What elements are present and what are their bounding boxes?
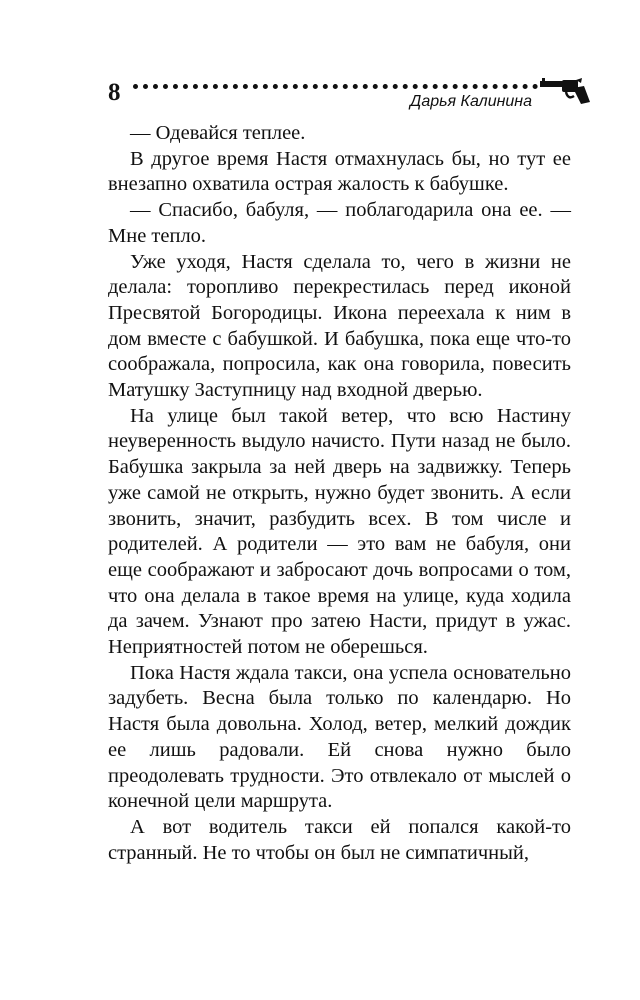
page-header bbox=[108, 76, 590, 120]
paragraph: В другое время Настя отмахнулась бы, но тут ее внезапно охватила острая жалость к бабушке. bbox=[108, 147, 571, 196]
paragraph: А вот водитель такси ей попался какой-то странный. Не то чтобы он был не симпатичный, bbox=[108, 815, 571, 864]
paragraph: Пока Настя ждала такси, она успела основательно задубеть. Весна была только по календарю. Но Настя была довольна. Холод, ветер, мелкий дождик ее лишь радовали. Ей снова нужно было преодолевать трудности. Это отвлекало от мыслей о конечной цели маршрута. bbox=[108, 661, 571, 813]
paragraph: — Спасибо, бабуля, — поблагодарила она ее. — Мне тепло. bbox=[108, 199, 571, 247]
dotted-rule bbox=[133, 84, 538, 89]
body-text bbox=[108, 121, 571, 866]
paragraph: На улице был такой ветер, что всю Настину неуверенность выдуло начисто. Пути назад не было. Бабушка закрыла за ней дверь на задвижку. Теперь уже самой не открыть, нужно будет звонить. А если звонить, значит, разбудить всех. В том числе и родителей. А родители — это вам не бабуля, они еще соображают и забросают дочь вопросами о том, что она делала в такое время на улице, куда ходила да зачем. Узнают про затею Насти, придут в ужас. Неприятностей потом не оберешься. bbox=[108, 404, 571, 659]
paragraph: — Одевайся теплее. bbox=[130, 122, 306, 144]
page-number: 8 bbox=[108, 79, 121, 106]
running-head-author: Дарья Калинина bbox=[410, 93, 532, 110]
paragraph: Уже уходя, Настя сделала то, чего в жизни не делала: торопливо перекрестилась перед иконой Пресвятой Богородицы. Икона переехала к ним в дом вместе с бабушкой. И бабушка, пока еще что-то соображала, попросила, как она говорила, повесить Матушку Заступницу над входной дверью. bbox=[108, 250, 571, 402]
revolver-icon bbox=[540, 78, 590, 104]
